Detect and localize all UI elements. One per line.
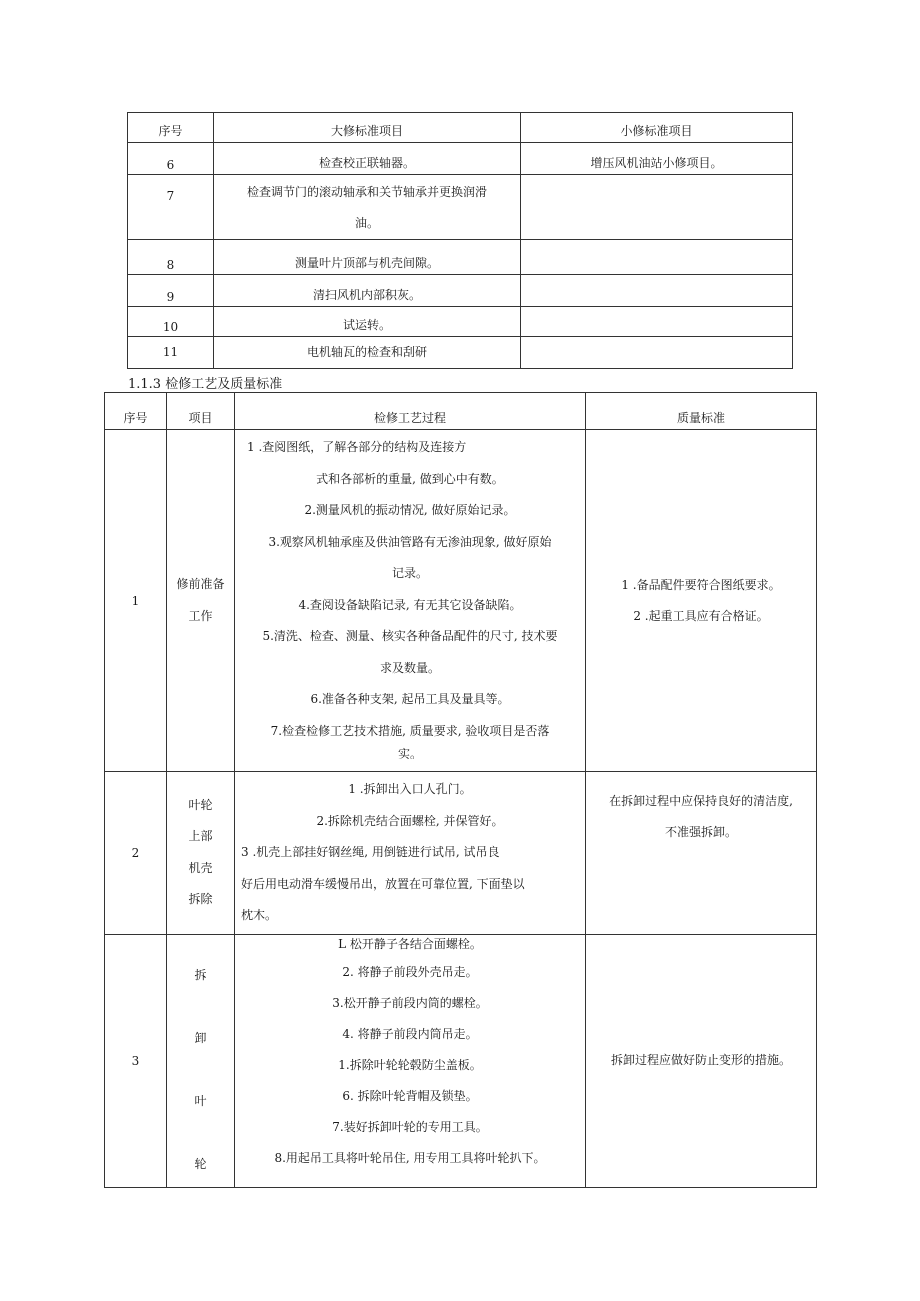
table-row [105,772,817,935]
row-quality [586,934,817,1187]
row-process [235,430,586,772]
header-process: 检修工艺过程 [235,393,586,430]
process-line: 实。 [397,747,422,759]
row-minor [521,275,793,307]
header-no: 序号 [128,113,214,143]
header-quality: 质量标准 [586,393,817,430]
process-line: 4. 将静子前段内筒吊走。 [342,1026,478,1041]
row-item [167,430,235,772]
table-row [128,307,793,337]
row-major: 检查校正联轴器。 [214,143,521,175]
row-process [235,772,586,935]
process-line: 2.测量风机的振动情况, 做好原始记录。 [304,503,516,517]
row-no: 2 [105,772,167,935]
process-line: 8.用起吊工具将叶轮吊住, 用专用工具将叶轮扒下。 [274,1150,546,1165]
header-major: 大修标准项目 [214,113,521,143]
row-major-line: 检查调节门的滚动轴承和关节轴承并更换润滑 [246,185,487,199]
table-header-row [105,393,817,430]
quality-line: 拆卸过程应做好防止变形的措施。 [610,1053,791,1067]
row-item [167,934,235,1187]
row-item-line: 修前准备 [176,577,225,591]
table-row [105,430,817,772]
row-no: 10 [128,307,214,337]
row-minor [521,307,793,337]
process-quality-table [104,392,817,1188]
process-line: 7.检查检修工艺技术措施, 质量要求, 验收项目是否落 [270,723,550,738]
process-line: 2. 将静子前段外壳吊走。 [342,964,478,979]
quality-line: 在拆卸过程中应保持良好的清洁度, [609,794,793,808]
table-row [128,275,793,307]
row-minor [521,240,793,275]
table-row [128,175,793,240]
table-row [128,240,793,275]
row-item-line: 叶 [194,1093,207,1108]
row-item-line: 机壳 [188,860,213,875]
row-no: 6 [128,143,214,175]
maintenance-standard-table [127,112,793,369]
row-no: 7 [128,175,214,240]
process-line: 枕木。 [241,908,278,922]
process-line: 5.清洗、检查、测量、核实各种备品配件的尺寸, 技术要 [262,629,558,643]
row-item [167,772,235,935]
process-line: 1 .拆卸出入口人孔门。 [348,782,472,796]
process-line: 2.拆除机壳结合面螺栓, 并保管好。 [316,813,504,828]
row-item-line: 拆 [194,967,207,982]
header-no: 序号 [105,393,167,430]
process-line: 6. 拆除叶轮背帽及锁垫。 [342,1088,478,1103]
row-minor [521,175,793,240]
header-minor: 小修标准项目 [521,113,793,143]
process-line: L 松开静子各结合面螺栓。 [338,936,482,951]
process-line: 记录。 [391,566,428,580]
row-process [235,934,586,1187]
row-item-line: 工作 [188,608,213,623]
process-line: 4.查阅设备缺陷记录, 有无其它设备缺陷。 [298,597,522,612]
row-major [214,175,521,240]
row-item-line: 卸 [194,1030,207,1045]
row-major: 试运转。 [214,307,521,337]
row-quality [586,430,817,772]
row-no: 9 [128,275,214,307]
process-line: 3.观察风机轴承座及供油管路有无渗油现象, 做好原始 [268,534,552,549]
row-no: 3 [105,934,167,1187]
row-quality [586,772,817,935]
process-line: 3 .机壳上部挂好钢丝绳, 用倒链进行试吊, 试吊良 [241,845,500,859]
row-major: 测量叶片顶部与机壳间隙。 [214,240,521,275]
row-no: 11 [128,337,214,369]
quality-line: 2 .起重工具应有合格证。 [633,608,769,623]
process-line: 6.准备各种支架, 起吊工具及量具等。 [310,692,510,706]
process-line: 求及数量。 [379,660,440,675]
quality-line: 不准强拆卸。 [664,825,737,839]
process-line: 式和各部析的重量, 做到心中有数。 [316,471,504,486]
section-title: 1.1.3 检修工艺及质量标准 [128,377,283,392]
row-item-line: 拆除 [188,892,213,907]
row-item-line: 轮 [194,1156,207,1171]
process-line: 好后用电动滑车缓慢吊出，放置在可靠位置, 下面垫以 [241,876,525,891]
row-major: 电机轴瓦的检查和刮研 [214,337,521,369]
row-no: 1 [105,430,167,772]
table-row [105,934,817,1187]
row-minor [521,337,793,369]
row-major-line: 油。 [354,216,379,230]
row-minor: 增压风机油站小修项目。 [521,143,793,175]
table-row [128,143,793,175]
row-major: 清扫风机内部积灰。 [214,275,521,307]
quality-line: 1 .备品配件要符合图纸要求。 [621,577,781,592]
process-line: 7.装好拆卸叶轮的专用工具。 [332,1119,488,1134]
header-item: 项目 [167,393,235,430]
table-row [128,337,793,369]
row-no: 8 [128,240,214,275]
process-line: 3.松开静子前段内筒的螺栓。 [332,995,488,1010]
process-line: 1.拆除叶轮轮毂防尘盖板。 [338,1057,482,1072]
row-item-line: 叶轮 [188,797,213,812]
table-header-row [128,113,793,143]
process-line: 1 .查阅图纸，了解各部分的结构及连接方 [247,440,467,454]
row-item-line: 上部 [188,829,213,844]
